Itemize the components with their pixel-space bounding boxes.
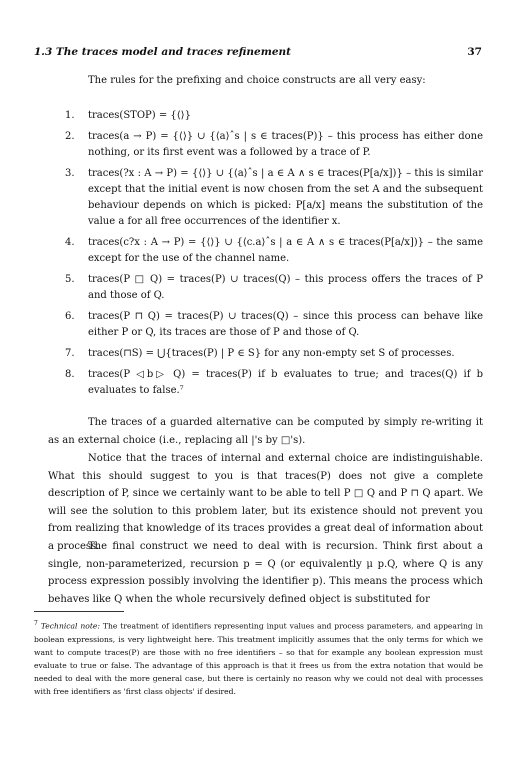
rule-item	[65, 272, 483, 304]
rule-text: traces(⊓S) = ⋃{traces(P) | P ∈ S} for any non-empty set S of processes.	[88, 348, 455, 359]
rule-number: 2.	[65, 131, 75, 142]
rule-item	[65, 166, 483, 230]
rules-intro: The rules for the prefixing and choice constructs are all very easy:	[88, 75, 426, 86]
paragraph-text: Notice that the traces of internal and external choice are indistinguishable. What this should suggest to you is that traces(P) does not give a complete description of P, since we certainly want to be able to tell P □ Q and P ⊓ Q apart. We will see the solution to this problem later, but its existence should not prevent you from realizing that knowledge of its traces provides a great deal of information about a process.	[48, 453, 483, 552]
rule-item	[65, 309, 483, 341]
rule-text: traces(STOP) = {⟨⟩}	[88, 110, 191, 121]
rule-text: traces(c?x : A → P) = {⟨⟩} ∪ {⟨c.a⟩ˆs | a ∈ A ∧ s ∈ traces(P[a/x])} – the same except for the use of the channel name.	[88, 237, 483, 264]
rule-item	[65, 235, 483, 267]
rule-number: 5.	[65, 274, 75, 285]
rule-text: traces(P ⊓ Q) = traces(P) ∪ traces(Q) – since this process can behave like either P or Q, its traces are those of P and those of Q.	[88, 311, 483, 338]
running-head	[34, 46, 482, 58]
footnote	[34, 617, 483, 698]
rule-item	[65, 367, 483, 399]
footnote-lead: Technical note:	[40, 621, 100, 631]
rule-number: 6.	[65, 311, 75, 322]
paragraph-text: The final construct we need to deal with is recursion. Think first about a single, non-parameterized, recursion p = Q (or equivalently μ p.Q, where Q is any process expression possibly involving the identifier p). This means the process which behaves like Q when the whole recursively defined object is substituted for	[48, 541, 483, 605]
rule-item	[65, 129, 483, 161]
rule-item	[65, 108, 483, 124]
footnote-marker: 7	[34, 620, 38, 627]
rule-number: 8.	[65, 369, 75, 380]
rule-number: 7.	[65, 348, 75, 359]
section-title: 1.3 The traces model and traces refinement	[34, 46, 292, 58]
rule-text: traces(P □ Q) = traces(P) ∪ traces(Q) – this process offers the traces of P and those of Q.	[88, 274, 483, 301]
rule-text: traces(a → P) = {⟨⟩} ∪ {⟨a⟩ˆs | s ∈ traces(P)} – this process has either done nothing, or its first event was a followed by a trace of P.	[88, 131, 483, 158]
rule-text: traces(?x : A → P) = {⟨⟩} ∪ {⟨a⟩ˆs | a ∈ A ∧ s ∈ traces(P[a/x])} – this is similar except that the initial event is now chosen from the set A and the subsequent behaviour depends on which is picked: P[a/x] means the substitution of the value a for all free occurrences of the identifier x.	[88, 168, 483, 227]
footnote-text: The treatment of identifiers representing input values and process parameters, and appearing in boolean expressions, is very lightweight here. This treatment implicitly assumes that the only terms for which we want to compute traces(P) are those with no free identifiers – so that for example any boolean expression must evaluate to true or false. The advantage of this approach is that it frees us from the extra notation that would be needed to deal with the more general case, but there is certainly no reason why we could not deal with processes with free identifiers as 'first class objects' if desired.	[34, 621, 484, 696]
rule-number: 3.	[65, 168, 75, 179]
paragraph-text: The traces of a guarded alternative can be computed by simply re-writing it as an external choice (i.e., replacing all |'s by □'s).	[48, 417, 483, 446]
rule-item	[65, 346, 483, 362]
paragraph-recursion	[48, 538, 483, 608]
page-number: 37	[467, 46, 482, 58]
footnote-divider	[34, 611, 124, 612]
rule-number: 4.	[65, 237, 75, 248]
paragraph-guarded-alternative	[48, 414, 483, 449]
rule-text: traces(P ◁b▷ Q) = traces(P) if b evaluates to true; and traces(Q) if b evaluates to false.⁷	[88, 369, 483, 396]
rules-list	[65, 108, 483, 404]
rule-number: 1.	[65, 110, 75, 121]
